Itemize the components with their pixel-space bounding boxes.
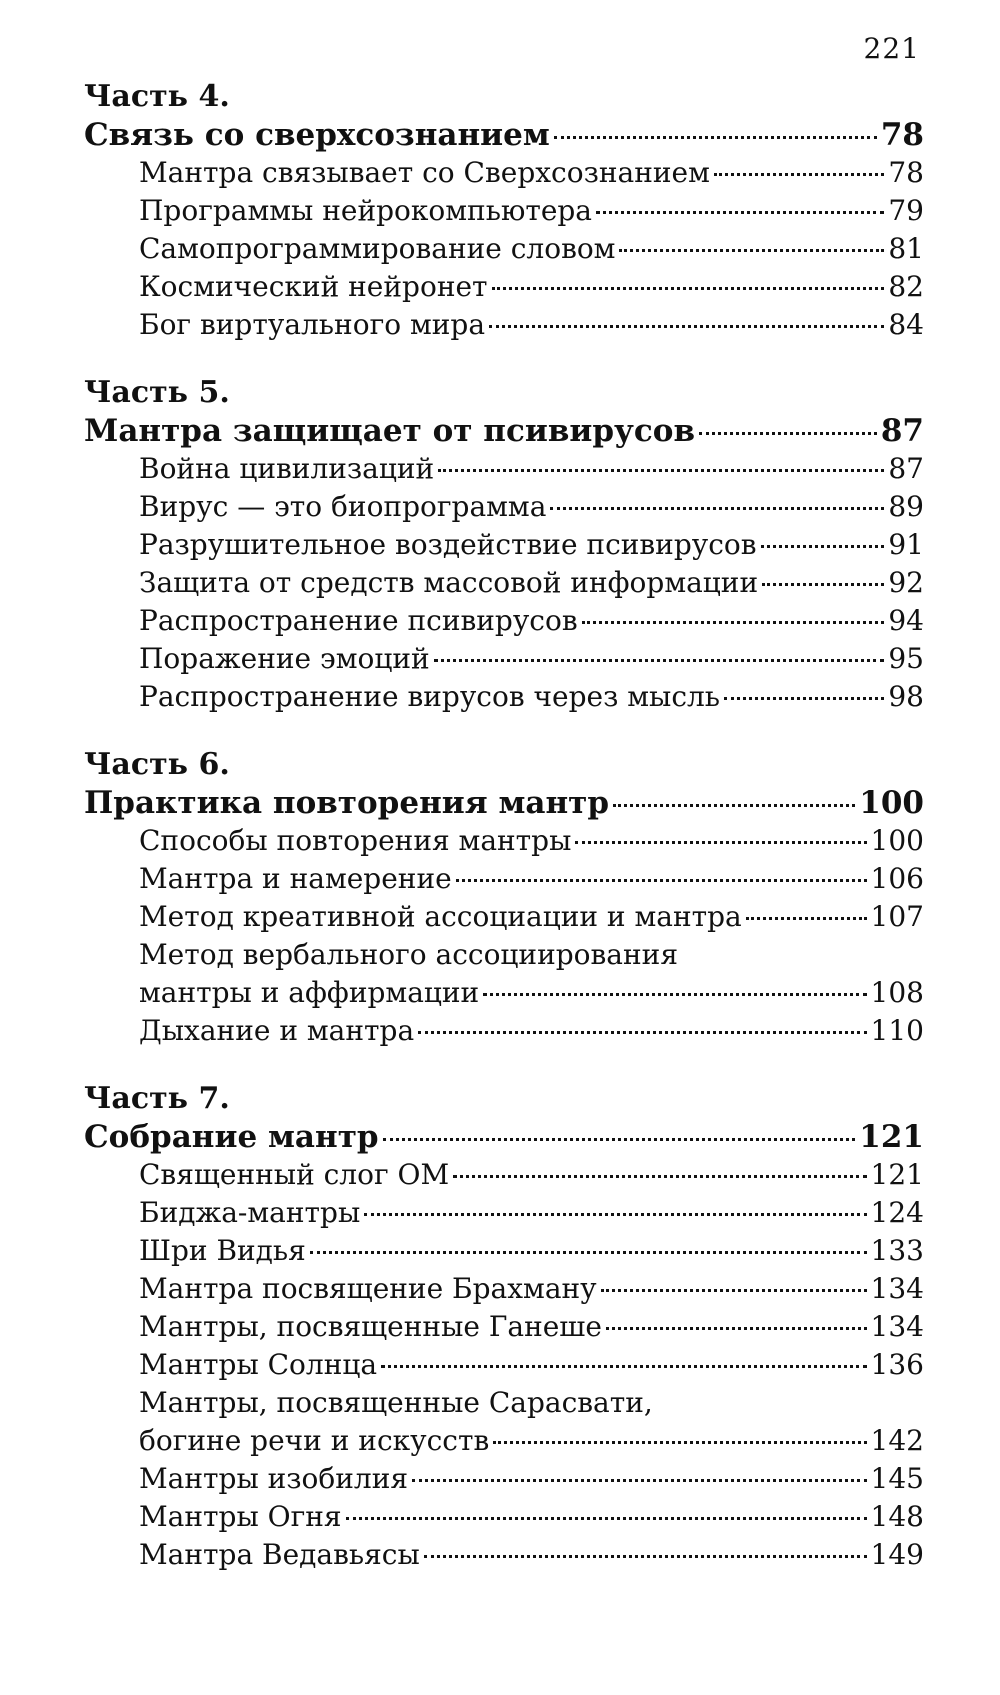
dot-leader [699, 432, 877, 435]
dot-leader [492, 287, 885, 290]
chapter-entry[interactable] [84, 784, 924, 822]
page-ref: 100 [859, 785, 924, 821]
entry-title: Мантра и намерение [139, 862, 452, 895]
toc-entry[interactable] [84, 1536, 924, 1574]
dot-leader [606, 1327, 867, 1330]
dot-leader [483, 993, 866, 996]
toc-entry[interactable] [84, 822, 924, 860]
dot-leader [493, 1441, 866, 1444]
page-ref: 87 [888, 452, 924, 485]
page-ref: 79 [888, 194, 924, 227]
entry-title: Распространение вирусов через мысль [139, 680, 721, 713]
dot-leader [575, 841, 866, 844]
dot-leader [762, 583, 884, 586]
dot-leader [714, 173, 884, 176]
entry-title: Шри Видья [139, 1234, 306, 1267]
entry-title: богине речи и искусств [139, 1424, 490, 1457]
entry-title: Мантра Ведавьясы [139, 1538, 420, 1571]
dot-leader [412, 1479, 866, 1482]
toc-entry[interactable] [84, 602, 924, 640]
toc-entry[interactable] [84, 1012, 924, 1050]
dot-leader [438, 469, 884, 472]
entry-title: Дыхание и мантра [139, 1014, 415, 1047]
chapter-title: Практика повторения мантр [84, 785, 610, 821]
chapter-entry[interactable] [84, 116, 924, 154]
entry-title: Мантры Огня [139, 1500, 342, 1533]
table-of-contents [84, 78, 924, 1604]
page-ref: 95 [888, 642, 924, 675]
toc-entry[interactable] [84, 1270, 924, 1308]
toc-entry[interactable] [84, 1460, 924, 1498]
chapter-title: Связь со сверхсознанием [84, 117, 550, 153]
dot-leader [456, 879, 867, 882]
page-ref: 136 [870, 1348, 924, 1381]
entry-title-line1[interactable]: Метод вербального ассоциирования [139, 938, 678, 971]
dot-leader [613, 804, 855, 807]
page-ref: 89 [888, 490, 924, 523]
entry-title: Способы повторения мантры [139, 824, 572, 857]
dot-leader [346, 1517, 867, 1520]
toc-entry[interactable] [84, 678, 924, 716]
page-ref: 121 [859, 1119, 924, 1155]
page-ref: 124 [870, 1196, 924, 1229]
dot-leader [746, 917, 867, 920]
toc-entry[interactable] [84, 564, 924, 602]
page-ref: 110 [870, 1014, 924, 1047]
toc-entry[interactable] [84, 268, 924, 306]
entry-title: Защита от средств массовой информации [139, 566, 759, 599]
entry-title: Поражение эмоций [139, 642, 430, 675]
chapter-title: Собрание мантр [84, 1119, 379, 1155]
page-ref: 149 [870, 1538, 924, 1571]
part-label: Часть 4. [84, 79, 230, 114]
toc-entry[interactable] [84, 306, 924, 344]
dot-leader [364, 1213, 866, 1216]
toc-entry[interactable] [84, 898, 924, 936]
toc-entry[interactable] [84, 974, 924, 1012]
page-ref: 78 [880, 117, 924, 153]
toc-entry[interactable] [84, 488, 924, 526]
dot-leader [383, 1138, 856, 1141]
page-ref: 78 [888, 156, 924, 189]
dot-leader [489, 325, 884, 328]
entry-title: Самопрограммирование словом [139, 232, 616, 265]
entry-title: Война цивилизаций [139, 452, 435, 485]
page-ref: 98 [888, 680, 924, 713]
toc-entry[interactable] [84, 1156, 924, 1194]
toc-entry[interactable] [84, 1346, 924, 1384]
entry-title: Разрушительное воздействие псивирусов [139, 528, 757, 561]
entry-title: Метод креативной ассоциации и мантра [139, 900, 742, 933]
toc-entry[interactable] [84, 1194, 924, 1232]
entry-title: Вирус — это биопрограмма [139, 490, 547, 523]
chapter-entry[interactable] [84, 412, 924, 450]
page-ref: 133 [870, 1234, 924, 1267]
page-ref: 92 [888, 566, 924, 599]
dot-leader [619, 249, 884, 252]
toc-entry[interactable] [84, 154, 924, 192]
dot-leader [453, 1175, 866, 1178]
entry-title: Мантры изобилия [139, 1462, 409, 1495]
entry-title: Биджа-мантры [139, 1196, 361, 1229]
dot-leader [418, 1031, 866, 1034]
page-ref: 87 [880, 413, 924, 449]
part-7 [84, 1080, 924, 1574]
page-ref: 134 [870, 1272, 924, 1305]
entry-title: Космический нейронет [139, 270, 488, 303]
page-ref: 108 [870, 976, 924, 1009]
page-ref: 94 [888, 604, 924, 637]
page-ref: 142 [870, 1424, 924, 1457]
entry-title: Мантра связывает со Сверхсознанием [139, 156, 710, 189]
entry-title: Бог виртуального мира [139, 308, 486, 341]
part-label: Часть 6. [84, 747, 230, 782]
dot-leader [381, 1365, 866, 1368]
page-ref: 145 [870, 1462, 924, 1495]
dot-leader [550, 507, 884, 510]
page-ref: 148 [870, 1500, 924, 1533]
entry-title: мантры и аффирмации [139, 976, 480, 1009]
page-ref: 84 [888, 308, 924, 341]
entry-title: Распространение псивирусов [139, 604, 578, 637]
page-ref: 82 [888, 270, 924, 303]
entry-title: Программы нейрокомпьютера [139, 194, 593, 227]
toc-entry[interactable] [84, 860, 924, 898]
part-5 [84, 374, 924, 716]
page-ref: 106 [870, 862, 924, 895]
page-ref: 121 [870, 1158, 924, 1191]
page-ref: 91 [888, 528, 924, 561]
part-label: Часть 5. [84, 375, 230, 410]
dot-leader [310, 1251, 867, 1254]
page-number: 221 [863, 32, 920, 65]
toc-entry[interactable] [84, 1498, 924, 1536]
page-ref: 107 [870, 900, 924, 933]
entry-title-line1[interactable]: Мантры, посвященные Сарасвати, [139, 1386, 653, 1419]
dot-leader [554, 136, 877, 139]
chapter-title: Мантра защищает от псивирусов [84, 413, 695, 449]
entry-title: Мантры Солнца [139, 1348, 378, 1381]
toc-entry[interactable] [84, 526, 924, 564]
toc-entry[interactable] [84, 192, 924, 230]
chapter-entry[interactable] [84, 1118, 924, 1156]
toc-entry[interactable] [84, 1422, 924, 1460]
dot-leader [761, 545, 885, 548]
part-label: Часть 7. [84, 1081, 230, 1116]
dot-leader [596, 211, 884, 214]
dot-leader [424, 1555, 867, 1558]
page-ref: 100 [870, 824, 924, 857]
entry-title: Мантры, посвященные Ганеше [139, 1310, 602, 1343]
toc-entry[interactable] [84, 450, 924, 488]
toc-entry[interactable] [84, 230, 924, 268]
part-4 [84, 78, 924, 344]
toc-entry[interactable] [84, 1308, 924, 1346]
page-ref: 81 [888, 232, 924, 265]
entry-title: Мантра посвящение Брахману [139, 1272, 597, 1305]
dot-leader [601, 1289, 867, 1292]
dot-leader [434, 659, 885, 662]
toc-entry[interactable] [84, 1232, 924, 1270]
toc-entry[interactable] [84, 640, 924, 678]
page-ref: 134 [870, 1310, 924, 1343]
dot-leader [582, 621, 885, 624]
part-6 [84, 746, 924, 1050]
entry-title: Священный слог ОМ [139, 1158, 450, 1191]
dot-leader [724, 697, 884, 700]
